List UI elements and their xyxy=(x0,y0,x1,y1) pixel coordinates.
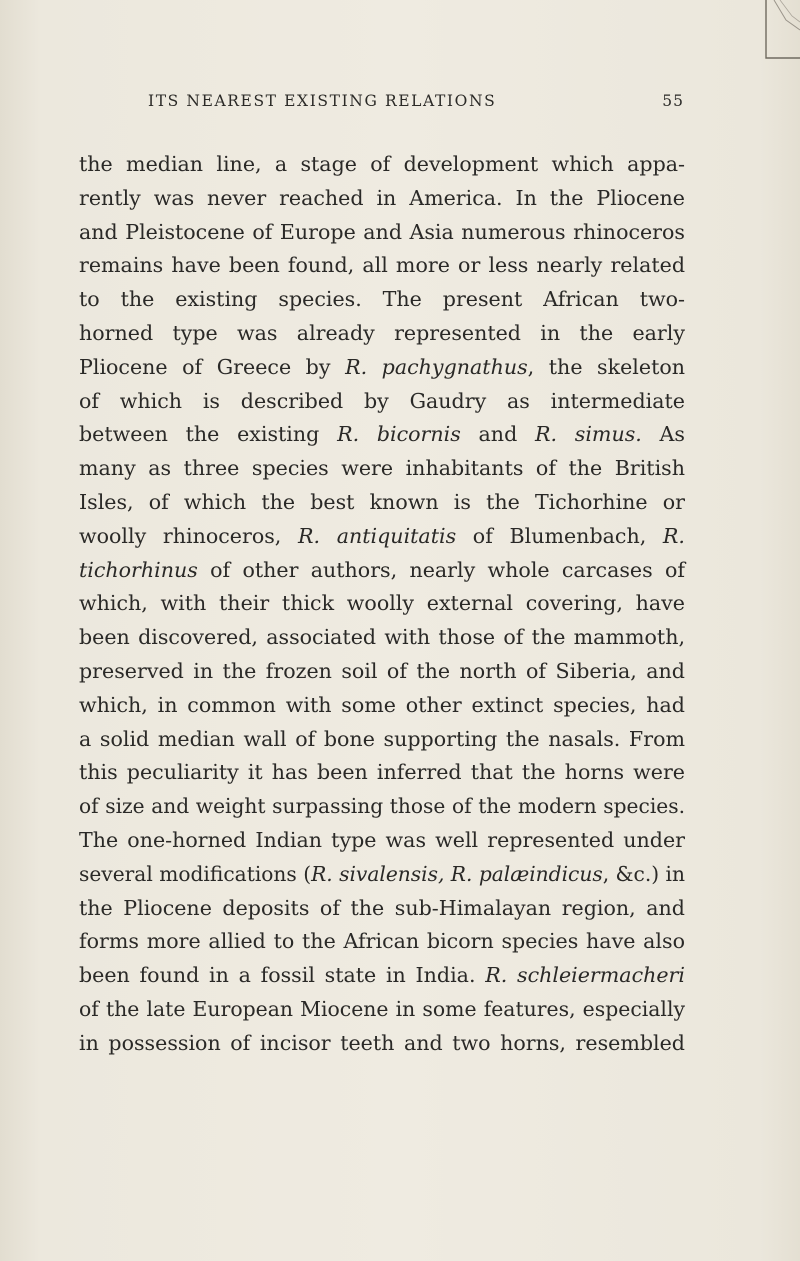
italic-species-name: R. xyxy=(662,523,685,548)
text-segment: As xyxy=(641,422,685,447)
page-number: 55 xyxy=(662,92,684,110)
italic-species-name: R. antiquitatis xyxy=(298,523,457,548)
text-segment: The one-horned Indian type was well represented under xyxy=(79,827,685,852)
body-paragraph xyxy=(79,148,685,1061)
text-line xyxy=(79,959,685,993)
text-line xyxy=(79,418,685,452)
text-line xyxy=(79,216,685,250)
text-line xyxy=(79,723,685,757)
italic-species-name: R. bicornis xyxy=(337,422,461,447)
text-segment: of other authors, nearly whole carcases of xyxy=(197,557,685,582)
text-segment: Pliocene of Greece by xyxy=(79,354,346,379)
text-segment: which, in common with some other extinct species, had xyxy=(79,692,685,717)
text-segment: , the skeleton xyxy=(527,354,686,379)
text-segment: forms more allied to the African bicorn species have also xyxy=(79,929,685,954)
text-segment: , &c.) in xyxy=(602,861,685,886)
text-line xyxy=(79,993,685,1027)
text-line xyxy=(79,182,685,216)
text-line xyxy=(79,520,685,554)
italic-species-name: R. sivalensis, R. palæindicus xyxy=(311,861,603,886)
italic-species-name: R. pachygnathus xyxy=(345,354,528,379)
text-segment: which, with their thick woolly external covering, have xyxy=(79,591,685,616)
text-segment: of which is described by Gaudry as intermediate xyxy=(79,388,685,413)
text-line xyxy=(79,756,685,790)
text-line xyxy=(79,790,685,824)
text-segment: horned type was already represented in the early xyxy=(79,320,685,345)
text-segment: this peculiarity it has been inferred that the horns were xyxy=(79,760,685,785)
text-line xyxy=(79,689,685,723)
italic-species-name: R. schleiermacheri xyxy=(485,963,685,988)
text-segment: in possession of incisor teeth and two horns, resembled xyxy=(79,1030,685,1055)
text-segment: of the late European Miocene in some features, especially xyxy=(79,996,685,1021)
text-segment: of Blumenbach, xyxy=(456,523,663,548)
text-line xyxy=(79,1027,685,1061)
text-line xyxy=(79,351,685,385)
text-line xyxy=(79,587,685,621)
text-segment: to the existing species. The present African two- xyxy=(79,287,685,312)
text-line xyxy=(79,385,685,419)
text-segment: remains have been found, all more or less nearly related xyxy=(79,253,685,278)
text-line xyxy=(79,554,685,588)
text-line xyxy=(79,452,685,486)
text-line xyxy=(79,858,685,892)
text-segment: woolly rhinoceros, xyxy=(79,523,298,548)
text-line xyxy=(79,486,685,520)
text-line xyxy=(79,824,685,858)
text-line xyxy=(79,148,685,182)
text-segment: many as three species were inhabitants of the British xyxy=(79,456,685,481)
text-line xyxy=(79,317,685,351)
text-segment: preserved in the frozen soil of the north of Siberia, and xyxy=(79,658,685,683)
running-title: ITS NEAREST EXISTING RELATIONS xyxy=(148,92,497,110)
text-line xyxy=(79,249,685,283)
text-line xyxy=(79,655,685,689)
italic-species-name: R. simus. xyxy=(534,422,642,447)
text-segment: Isles, of which the best known is the Tichorhine or xyxy=(79,489,685,514)
text-segment: and xyxy=(460,422,535,447)
text-segment: and Pleistocene of Europe and Asia numerous rhinoceros xyxy=(79,219,685,244)
text-segment: several modifications ( xyxy=(79,861,312,886)
page-corner-mark xyxy=(752,0,800,62)
text-line xyxy=(79,621,685,655)
text-segment: of size and weight surpassing those of the modern species. xyxy=(79,794,685,819)
text-line xyxy=(79,892,685,926)
text-segment: between the existing xyxy=(79,422,338,447)
text-segment: been discovered, associated with those of the mammoth, xyxy=(79,625,685,650)
text-line xyxy=(79,925,685,959)
text-segment: a solid median wall of bone supporting the nasals. From xyxy=(79,726,685,751)
italic-species-name: tichorhinus xyxy=(79,557,198,582)
text-segment: the Pliocene deposits of the sub-Himalayan region, and xyxy=(79,895,685,920)
text-segment: been found in a fossil state in India. xyxy=(79,963,486,988)
text-segment: the median line, a stage of development which appa- xyxy=(79,152,685,176)
page-header xyxy=(148,92,684,122)
text-line xyxy=(79,283,685,317)
text-segment: rently was never reached in America. In the Pliocene xyxy=(79,185,685,210)
